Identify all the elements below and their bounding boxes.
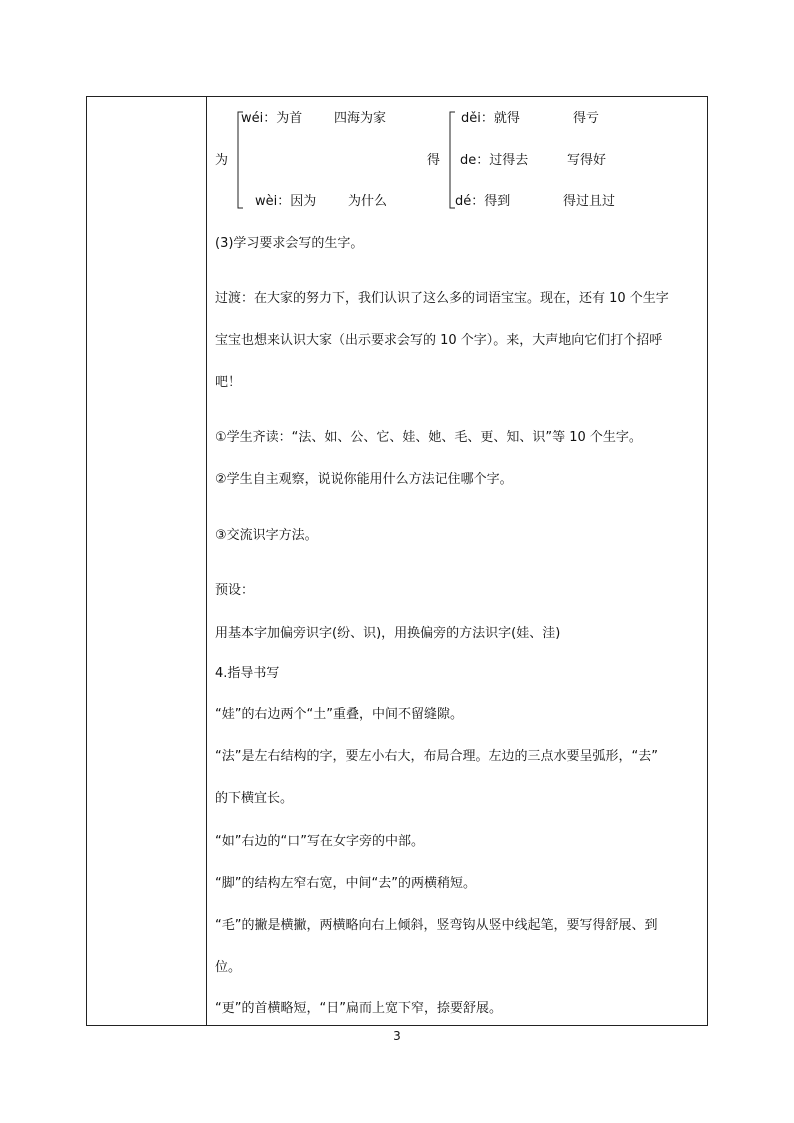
wei-top-reading: wéi：为首 [241,111,303,126]
writing-line: “娃”的右边两个“土”重叠，中间不留缝隙。 [215,707,463,722]
de-light-reading: de：过得去 [460,153,529,168]
dei-word: 得亏 [573,111,600,126]
de-light-word: 写得好 [567,153,607,168]
wei-bottom-reading: wèi：因为 [255,194,317,209]
de-rising-word: 得过且过 [563,194,616,209]
transition-line: 吧！ [215,375,242,390]
step-line: ②学生自主观察，说说你能用什么方法记住哪个字。 [215,472,513,487]
wei-character: 为 [215,153,229,168]
dei-reading: děi：就得 [461,111,520,126]
step-line: ③交流识字方法。 [215,528,318,543]
de-character: 得 [427,153,441,168]
transition-line: 宝宝也想来认识大家（出示要求会写的 10 个字）。来，大声地向它们打个招呼 [215,333,663,348]
writing-line: 位。 [215,960,242,975]
brace-de [442,110,456,212]
writing-line: “如”右边的“口”写在女字旁的中部。 [215,834,424,849]
de-rising-reading: dé：得到 [455,194,511,209]
preset-line: 用基本字加偏旁识字(纷、识)，用换偏旁的方法识字(娃、洼) [215,626,561,641]
transition-line: 过渡：在大家的努力下，我们认识了这么多的词语宝宝。现在，还有 10 个生字 [215,291,669,306]
wei-bottom-word: 为什么 [348,194,388,209]
writing-line: “脚”的结构左窄右宽，中间“去”的两横稍短。 [215,876,476,891]
section-heading: (3)学习要求会写的生字。 [215,236,364,251]
step-line: ①学生齐读：“法、如、公、它、娃、她、毛、更、知、识”等 10 个生字。 [215,430,642,445]
writing-line: “更”的首横略短，“日”扁而上宽下窄，捺要舒展。 [215,1001,502,1016]
writing-heading: 4.指导书写 [215,666,280,681]
writing-line: “毛”的撇是横撇，两横略向右上倾斜，竖弯钩从竖中线起笔，要写得舒展、到 [215,918,658,933]
writing-line: 的下横宜长。 [215,791,294,806]
page-number: 3 [393,1029,401,1043]
column-divider [206,96,207,1026]
preset-label: 预设： [215,583,255,598]
writing-line: “法”是左右结构的字，要左小右大，布局合理。左边的三点水要呈弧形，“去” [215,749,658,764]
wei-top-word: 四海为家 [334,111,387,126]
